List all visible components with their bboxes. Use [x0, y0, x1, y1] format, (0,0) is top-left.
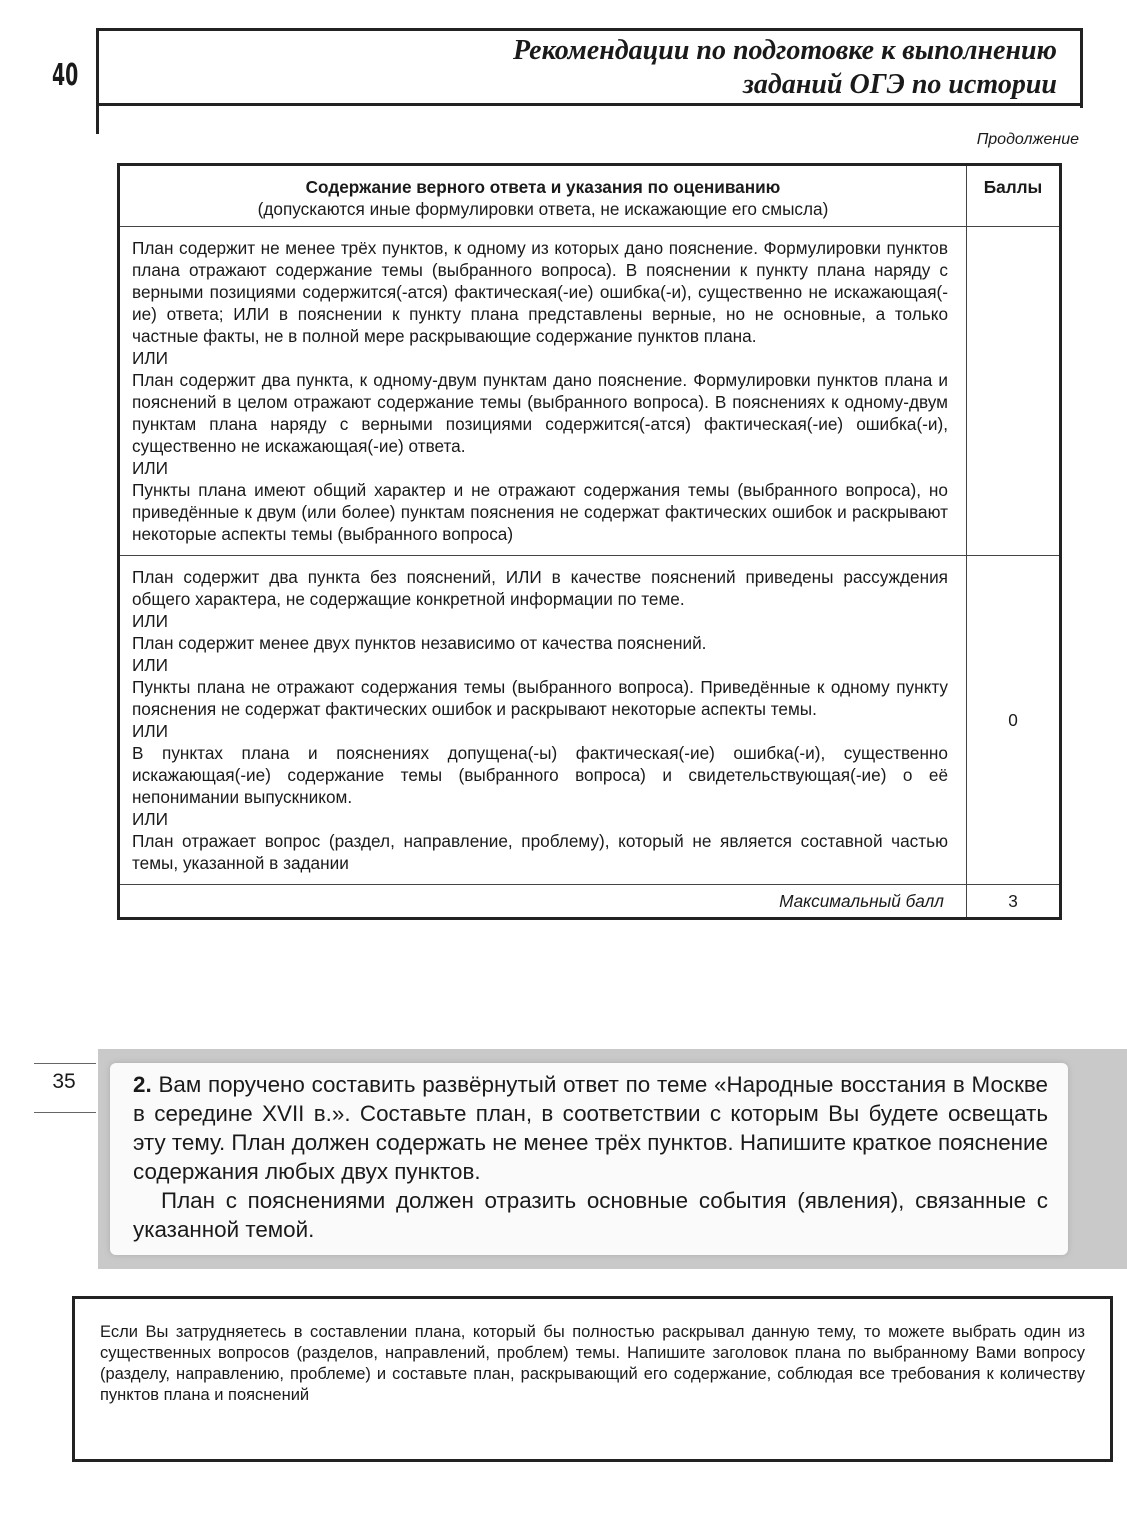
- table-row: [119, 227, 1061, 556]
- task-text: Вам поручено составить развёрнутый ответ по теме «Народные восстания в Москве в середине XVII в.». Составьте план, в соответствии с которым Вы будете освещать эту тему. План должен содержать не менее трёх пунктов. Напишите краткое пояснение содержания любых двух пунктов.: [133, 1072, 1048, 1184]
- criteria-cell: [119, 227, 967, 556]
- task-number: 2.: [133, 1072, 152, 1097]
- max-score-label: Максимальный балл: [119, 885, 967, 919]
- criteria-paragraph: План содержит два пункта, к одному-двум пунктам дано пояснение. Формулировки пунктов плана и пояснений в целом отражают содержание темы (выбранного вопроса). В пояснениях к одному-двум пунктам плана наряду с верными позициями содержится(-атся) фактическая(-ие) ошибка(-и), существенно не искажающая(-ие) ответа.: [132, 370, 948, 456]
- question-paragraph-2: План с пояснениями должен отразить основные события (явления), связанные с указанной темой.: [133, 1188, 1048, 1242]
- criteria-cell: [119, 556, 967, 885]
- criteria-or: ИЛИ: [132, 458, 168, 478]
- max-score-row: [119, 885, 1061, 919]
- score-header: Баллы: [967, 165, 1061, 227]
- score-cell: 0: [967, 556, 1061, 885]
- criteria-paragraph: План содержит менее двух пунктов независимо от качества пояснений.: [132, 633, 707, 653]
- criteria-or: ИЛИ: [132, 348, 168, 368]
- criteria-paragraph: План содержит два пункта без пояснений, ИЛИ в качестве пояснений приведены рассуждения общего характера, не содержащие конкретной информации по теме.: [132, 567, 948, 609]
- criteria-paragraph: В пунктах плана и пояснениях допущена(-ы) фактическая(-ие) ошибка(-и), существенно искажающая(-ие) содержание темы (выбранного вопроса) и свидетельствующая(-ие) о её непонимании выпускником.: [132, 743, 948, 807]
- score-cell: [967, 227, 1061, 556]
- question-number-rule-bottom: [34, 1112, 96, 1113]
- content-header-note: (допускаются иные формулировки ответа, не искажающие его смысла): [257, 199, 829, 219]
- criteria-paragraph: План содержит не менее трёх пунктов, к одному из которых дано пояснение. Формулировки пунктов плана отражают содержание темы (выбранного вопроса). В пояснении к пункту плана наряду с верными позициями содержится(-атся) фактическая(-ие) ошибка(-и), существенно не искажающая(-ие) ответа; ИЛИ в пояснении к пункту плана представлены верные, но не основные, а только частные факты, не в полной мере раскрывающие содержание пунктов плана.: [132, 238, 948, 346]
- criteria-or: ИЛИ: [132, 655, 168, 675]
- criteria-or: ИЛИ: [132, 611, 168, 631]
- question-paragraph: [133, 1070, 1048, 1186]
- header-leg: [96, 100, 99, 134]
- table-header-row: [119, 165, 1061, 227]
- running-header: [513, 34, 1057, 102]
- header-divider: [96, 103, 1083, 106]
- question-number-rule-top: [34, 1063, 96, 1064]
- hint-text: Если Вы затрудняетесь в составлении плана, который бы полностью раскрывал данную тему, то можете выбрать один из существенных вопросов (разделов, направлений, проблем) темы. Напишите заголовок плана по выбранному Вами вопросу (разделу, направлению, проблеме) и составьте план, раскрывающий его содержание, соблюдая все требования к количеству пунктов плана и пояснений: [100, 1323, 1085, 1404]
- header-line-2: заданий ОГЭ по истории: [743, 69, 1057, 100]
- content-header-title: Содержание верного ответа и указания по оцениванию: [305, 177, 781, 197]
- question-text: [133, 1070, 1048, 1244]
- criteria-table: [117, 163, 1062, 920]
- criteria-paragraph: Пункты плана не отражают содержания темы (выбранного вопроса). Приведённые к одному пункту пояснения не содержат фактических ошибок и раскрывают некоторые аспекты темы.: [132, 677, 948, 719]
- criteria-paragraph: Пункты плана имеют общий характер и не отражают содержания темы (выбранного вопроса), но приведённые к двум (или более) пунктам пояснения не содержат фактических ошибок и раскрывают некоторые аспекты темы (выбранного вопроса): [132, 480, 948, 544]
- content-header: [119, 165, 967, 227]
- header-line-1: Рекомендации по подготовке к выполнению: [513, 35, 1057, 66]
- criteria-or: ИЛИ: [132, 809, 168, 829]
- continued-label: Продолжение: [976, 131, 1079, 148]
- page-number: 40: [52, 58, 79, 93]
- question-number: 35: [52, 1070, 76, 1093]
- criteria-or: ИЛИ: [132, 721, 168, 741]
- criteria-paragraph: План отражает вопрос (раздел, направление, проблему), который не является составной частью темы, указанной в задании: [132, 831, 948, 873]
- max-score-value: 3: [967, 885, 1061, 919]
- table-row: [119, 556, 1061, 885]
